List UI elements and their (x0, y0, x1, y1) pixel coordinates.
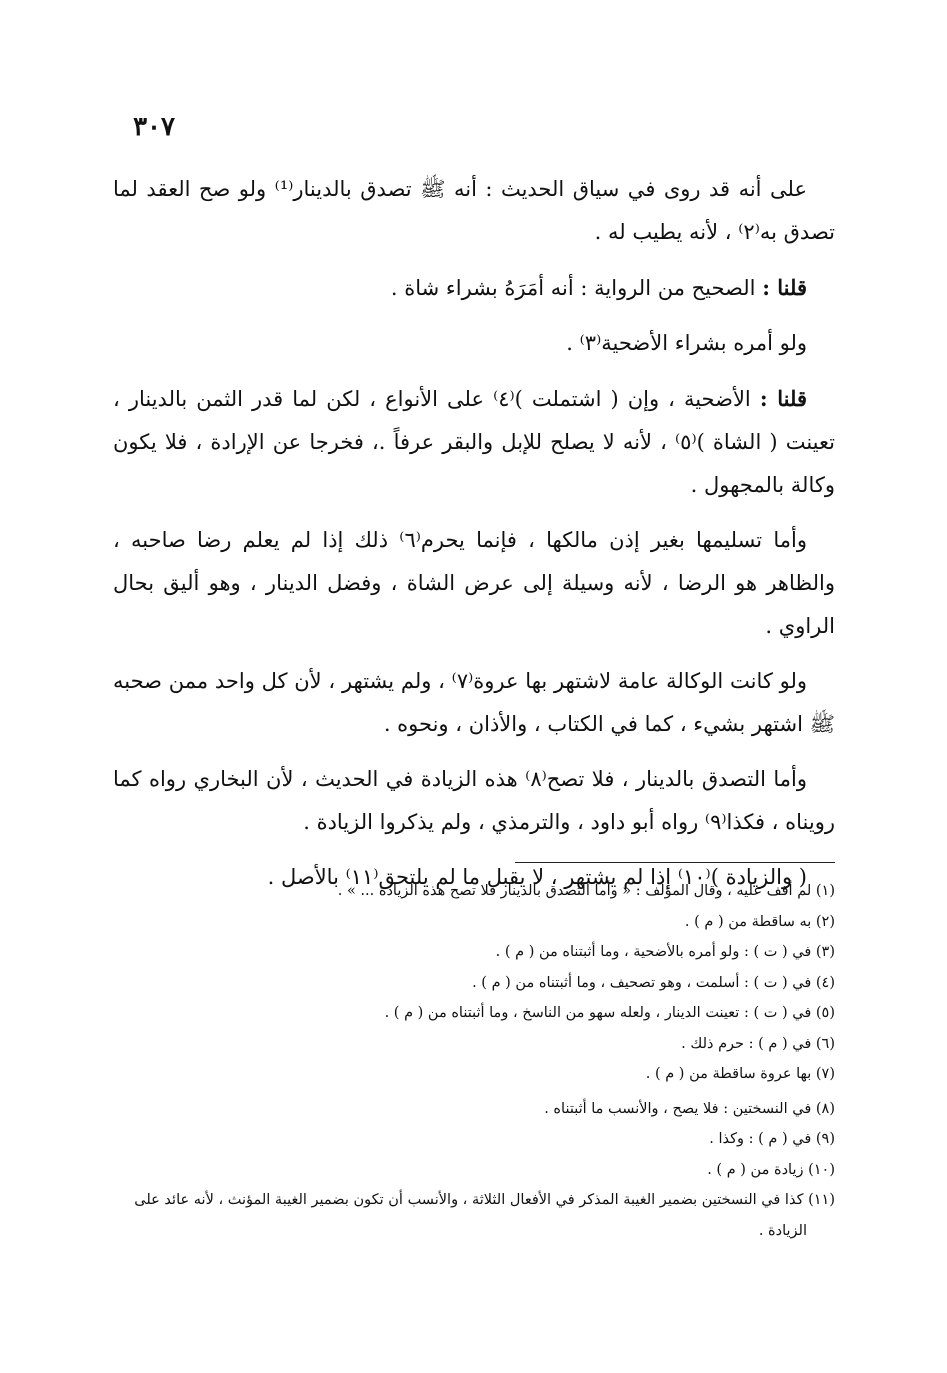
footnote: (٦) في ( م ) : حرم ذلك . (681, 1035, 835, 1052)
footnotes (113, 876, 835, 1246)
paragraph-text: الصحيح من الرواية : أنه أمَرَهُ بشراء شاة . (390, 276, 756, 300)
paragraph (113, 168, 835, 254)
paragraph-text: ولو كانت الوكالة عامة لاشتهر بها عروة⁽٧⁾ ، ولم يشتهر ، لأن كل واحد ممن صحبه ﷺ اشتهر بشيء ، كما في الكتاب ، والأذان ، ونحوه . (113, 669, 835, 736)
footnote: (١٠) زيادة من ( م ) . (707, 1161, 835, 1178)
paragraph-text: ( والزيادة )⁽١٠⁾ إذا لم يشتهر ، لا يقبل ما لم يلتحق⁽١١⁾ بالأصل . (267, 865, 807, 889)
page-number: ٣٠٧ (133, 112, 175, 142)
main-text (113, 168, 835, 911)
paragraph (113, 660, 835, 746)
paragraph-text: الأضحية ، وإن ( اشتملت )⁽٤⁾ على الأنواع ، لكن لما قدر الثمن بالدينار ، تعينت ( الشاة )⁽٥⁾ ، لأنه لا يصلح للإبل والبقر عرفاً .، فخرجا عن الإرادة ، فلا يكون وكالة بالمجهول . (113, 387, 835, 497)
paragraph-text: ولو أمره بشراء الأضحية⁽٣⁾ . (566, 331, 807, 355)
footnote-divider (515, 862, 835, 863)
footnote: (٩) في ( م ) : وكذا . (709, 1131, 835, 1147)
footnote: (١١) كذا في النسختين بضمير الغيبة المذكر في الأفعال الثلاثة ، والأنسب أن تكون بضمير الغيبة المؤنث ، لأنه عائد على الزيادة . (134, 1192, 835, 1239)
footnote: (٨) في النسختين : فلا يصح ، والأنسب ما أثبتناه . (544, 1100, 835, 1117)
paragraph-text: على أنه قد روى في سياق الحديث : أنه ﷺ تصدق بالدينار⁽¹⁾ ولو صح العقد لما تصدق به⁽٢⁾ ، لأنه يطيب له . (113, 177, 835, 244)
footnote: (١) لم أقف عليه ، وقال المؤلف : « وأما التصدق بالدينار فلا تصح هذه الزيادة ... » . (337, 883, 835, 899)
paragraph-text: وأما التصدق بالدينار ، فلا تصح⁽٨⁾ هذه الزيادة في الحديث ، لأن البخاري رواه كما رويناه ، فكذا⁽٩⁾ رواه أبو داود ، والترمذي ، ولم يذكروا الزيادة . (113, 767, 835, 834)
footnote: (٥) في ( ت ) : تعينت الدينار ، ولعله سهو من الناسخ ، وما أثبتناه من ( م ) . (384, 1005, 835, 1021)
paragraph (113, 519, 835, 648)
footnote: (٧) بها عروة ساقطة من ( م ) . (645, 1066, 835, 1082)
footnote: (٣) في ( ت ) : ولو أمره بالأضحية ، وما أثبتناه من ( م ) . (495, 944, 835, 960)
paragraph (113, 322, 835, 365)
footnote: (٤) في ( ت ) : أسلمت ، وهو تصحيف ، وما أثبتناه من ( م ) . (472, 974, 835, 991)
paragraph-lead: قلنا : (762, 275, 807, 300)
paragraph-text: وأما تسليمها بغير إذن مالكها ، فإنما يحرم⁽٦⁾ ذلك إذا لم يعلم رضا صاحبه ، والظاهر هو الرضا ، لأنه وسيلة إلى عرض الشاة ، وفضل الدينار ، وهو أليق بحال الراوي . (113, 528, 835, 638)
paragraph-lead: قلنا : (759, 386, 807, 411)
paragraph (113, 758, 835, 844)
paragraph (113, 377, 835, 507)
footnote: (٢) به ساقطة من ( م ) . (684, 913, 835, 930)
paragraph (113, 266, 835, 310)
